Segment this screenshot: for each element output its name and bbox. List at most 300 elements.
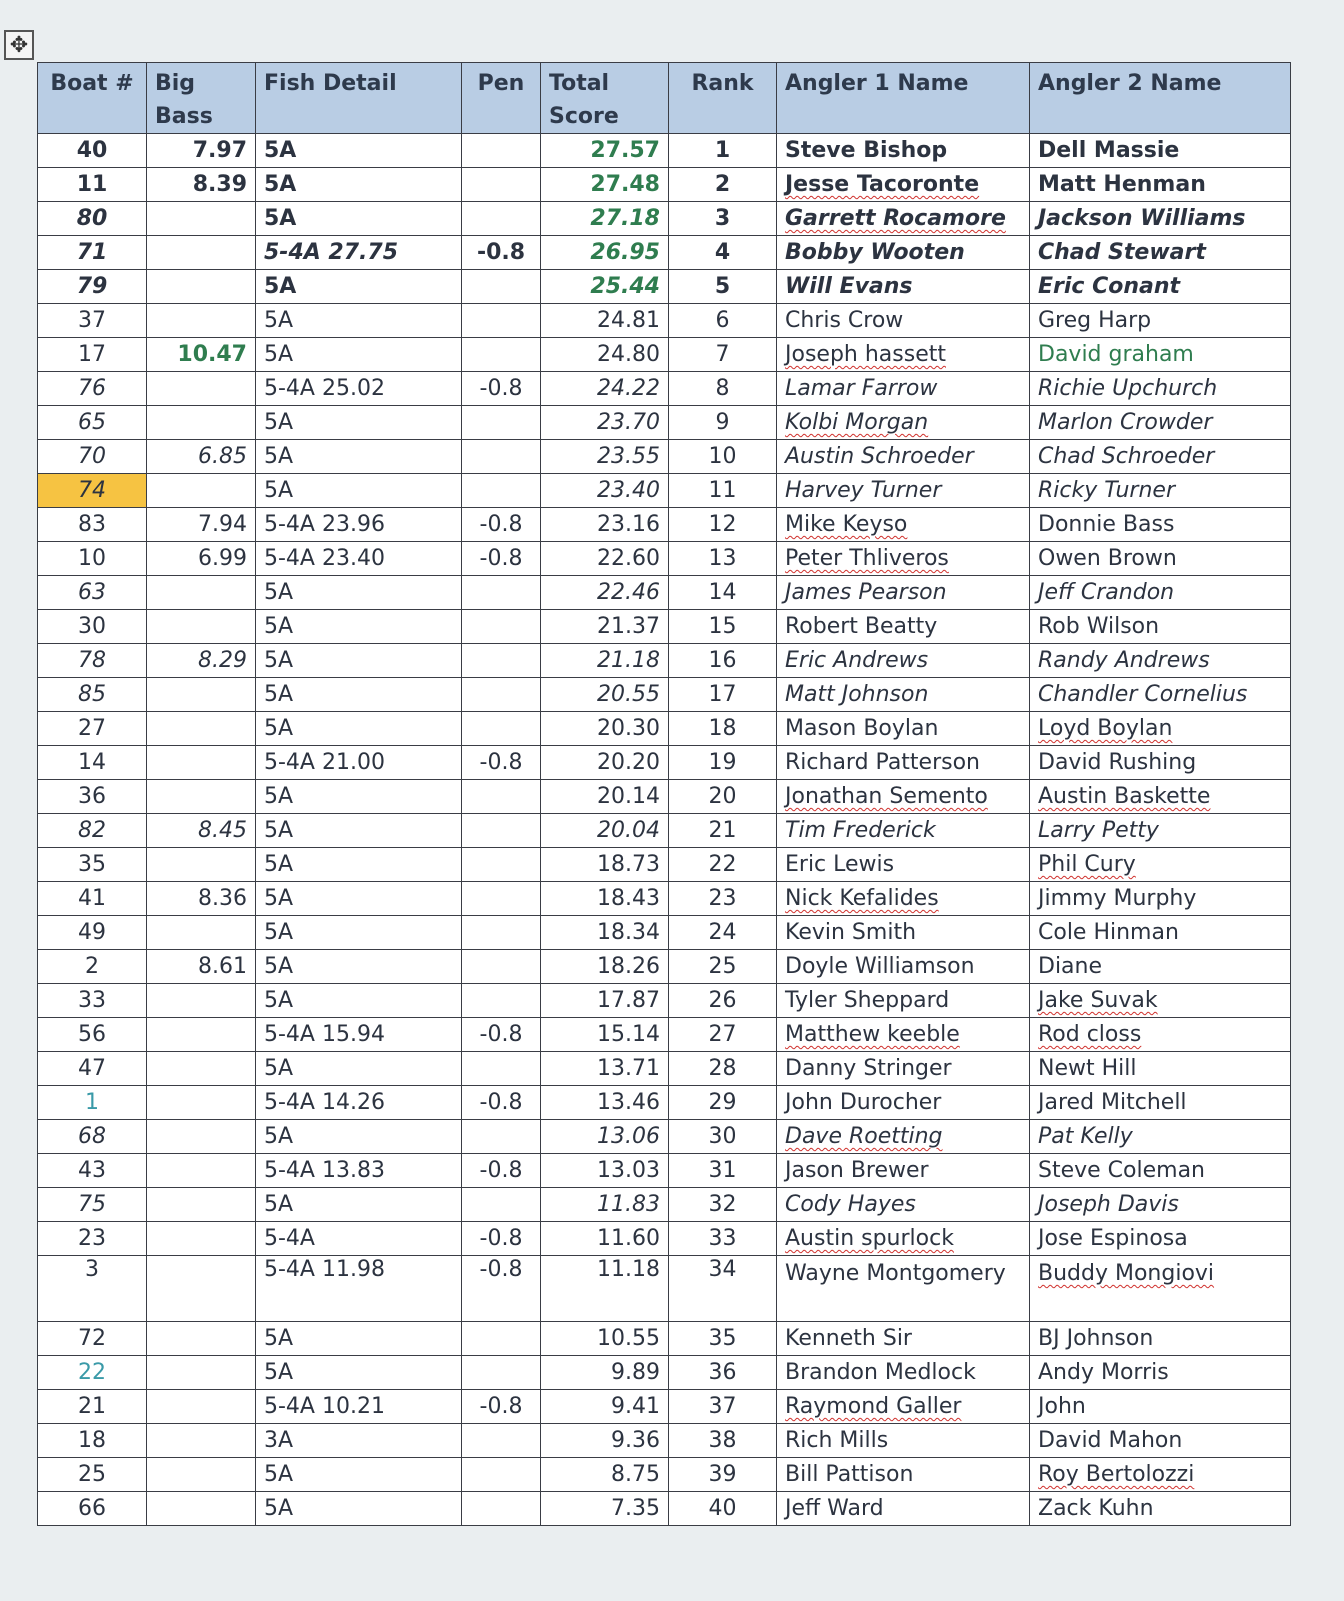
big-bass-cell[interactable] xyxy=(147,848,256,882)
angler-1-cell[interactable] xyxy=(777,1356,1030,1390)
angler-2-cell[interactable] xyxy=(1030,1424,1291,1458)
big-bass-cell[interactable] xyxy=(147,950,256,984)
angler-1-cell[interactable] xyxy=(777,1458,1030,1492)
angler-1-cell[interactable] xyxy=(777,712,1030,746)
rank-cell[interactable] xyxy=(669,916,777,950)
total-score-cell[interactable] xyxy=(541,746,669,780)
rank-cell[interactable] xyxy=(669,712,777,746)
angler-1-cell[interactable] xyxy=(777,1222,1030,1256)
big-bass-cell[interactable] xyxy=(147,644,256,678)
fish-detail-cell[interactable] xyxy=(256,950,462,984)
big-bass-cell[interactable] xyxy=(147,338,256,372)
fish-detail-cell[interactable] xyxy=(256,1322,462,1356)
fish-detail-cell[interactable] xyxy=(256,202,462,236)
big-bass-cell[interactable] xyxy=(147,270,256,304)
big-bass-cell[interactable] xyxy=(147,406,256,440)
angler-1-cell[interactable] xyxy=(777,338,1030,372)
angler-2-cell[interactable] xyxy=(1030,1018,1291,1052)
big-bass-cell[interactable] xyxy=(147,882,256,916)
boat-cell[interactable] xyxy=(38,1256,147,1322)
rank-cell[interactable] xyxy=(669,576,777,610)
rank-cell[interactable] xyxy=(669,202,777,236)
fish-detail-cell[interactable] xyxy=(256,1390,462,1424)
pen-cell[interactable] xyxy=(462,984,541,1018)
rank-cell[interactable] xyxy=(669,1492,777,1526)
angler-2-cell[interactable] xyxy=(1030,1390,1291,1424)
total-score-cell[interactable] xyxy=(541,1222,669,1256)
big-bass-cell[interactable] xyxy=(147,474,256,508)
big-bass-cell[interactable] xyxy=(147,712,256,746)
fish-detail-cell[interactable] xyxy=(256,610,462,644)
total-score-cell[interactable] xyxy=(541,270,669,304)
header-big-bass[interactable]: Big Bass xyxy=(147,63,256,134)
angler-1-cell[interactable] xyxy=(777,202,1030,236)
pen-cell[interactable] xyxy=(462,848,541,882)
rank-cell[interactable] xyxy=(669,406,777,440)
angler-1-cell[interactable] xyxy=(777,746,1030,780)
total-score-cell[interactable] xyxy=(541,780,669,814)
fish-detail-cell[interactable] xyxy=(256,168,462,202)
pen-cell[interactable] xyxy=(462,1322,541,1356)
pen-cell[interactable] xyxy=(462,1458,541,1492)
big-bass-cell[interactable] xyxy=(147,1018,256,1052)
big-bass-cell[interactable] xyxy=(147,1086,256,1120)
angler-2-cell[interactable] xyxy=(1030,814,1291,848)
angler-2-cell[interactable] xyxy=(1030,1188,1291,1222)
header-rank[interactable]: Rank xyxy=(669,63,777,134)
angler-2-cell[interactable] xyxy=(1030,1086,1291,1120)
fish-detail-cell[interactable] xyxy=(256,712,462,746)
angler-2-cell[interactable] xyxy=(1030,950,1291,984)
big-bass-cell[interactable] xyxy=(147,1356,256,1390)
rank-cell[interactable] xyxy=(669,984,777,1018)
fish-detail-cell[interactable] xyxy=(256,270,462,304)
big-bass-cell[interactable] xyxy=(147,1390,256,1424)
total-score-cell[interactable] xyxy=(541,1492,669,1526)
rank-cell[interactable] xyxy=(669,1356,777,1390)
table-move-handle-icon[interactable]: ✥ xyxy=(4,30,34,60)
big-bass-cell[interactable] xyxy=(147,678,256,712)
boat-cell[interactable] xyxy=(38,882,147,916)
angler-1-cell[interactable] xyxy=(777,950,1030,984)
pen-cell[interactable] xyxy=(462,168,541,202)
boat-cell[interactable] xyxy=(38,1052,147,1086)
pen-cell[interactable] xyxy=(462,882,541,916)
rank-cell[interactable] xyxy=(669,1390,777,1424)
pen-cell[interactable] xyxy=(462,134,541,168)
big-bass-cell[interactable] xyxy=(147,1120,256,1154)
angler-2-cell[interactable] xyxy=(1030,1256,1291,1322)
angler-1-cell[interactable] xyxy=(777,780,1030,814)
total-score-cell[interactable] xyxy=(541,1120,669,1154)
fish-detail-cell[interactable] xyxy=(256,1424,462,1458)
fish-detail-cell[interactable] xyxy=(256,134,462,168)
pen-cell[interactable] xyxy=(462,746,541,780)
angler-1-cell[interactable] xyxy=(777,1256,1030,1322)
big-bass-cell[interactable] xyxy=(147,1322,256,1356)
pen-cell[interactable] xyxy=(462,1256,541,1322)
total-score-cell[interactable] xyxy=(541,610,669,644)
angler-2-cell[interactable] xyxy=(1030,610,1291,644)
total-score-cell[interactable] xyxy=(541,916,669,950)
fish-detail-cell[interactable] xyxy=(256,406,462,440)
pen-cell[interactable] xyxy=(462,780,541,814)
fish-detail-cell[interactable] xyxy=(256,746,462,780)
pen-cell[interactable] xyxy=(462,474,541,508)
big-bass-cell[interactable] xyxy=(147,1492,256,1526)
big-bass-cell[interactable] xyxy=(147,236,256,270)
fish-detail-cell[interactable] xyxy=(256,1256,462,1322)
rank-cell[interactable] xyxy=(669,1256,777,1322)
fish-detail-cell[interactable] xyxy=(256,304,462,338)
total-score-cell[interactable] xyxy=(541,508,669,542)
boat-cell[interactable] xyxy=(38,1458,147,1492)
header-angler-2[interactable]: Angler 2 Name xyxy=(1030,63,1291,134)
total-score-cell[interactable] xyxy=(541,712,669,746)
total-score-cell[interactable] xyxy=(541,542,669,576)
rank-cell[interactable] xyxy=(669,1120,777,1154)
angler-1-cell[interactable] xyxy=(777,1018,1030,1052)
total-score-cell[interactable] xyxy=(541,1086,669,1120)
rank-cell[interactable] xyxy=(669,848,777,882)
fish-detail-cell[interactable] xyxy=(256,1492,462,1526)
rank-cell[interactable] xyxy=(669,1052,777,1086)
pen-cell[interactable] xyxy=(462,1222,541,1256)
fish-detail-cell[interactable] xyxy=(256,848,462,882)
fish-detail-cell[interactable] xyxy=(256,1018,462,1052)
pen-cell[interactable] xyxy=(462,1052,541,1086)
rank-cell[interactable] xyxy=(669,610,777,644)
big-bass-cell[interactable] xyxy=(147,814,256,848)
pen-cell[interactable] xyxy=(462,508,541,542)
big-bass-cell[interactable] xyxy=(147,746,256,780)
rank-cell[interactable] xyxy=(669,1154,777,1188)
angler-1-cell[interactable] xyxy=(777,916,1030,950)
boat-cell[interactable] xyxy=(38,916,147,950)
boat-cell[interactable] xyxy=(38,236,147,270)
boat-cell[interactable] xyxy=(38,984,147,1018)
pen-cell[interactable] xyxy=(462,712,541,746)
angler-2-cell[interactable] xyxy=(1030,644,1291,678)
big-bass-cell[interactable] xyxy=(147,168,256,202)
fish-detail-cell[interactable] xyxy=(256,474,462,508)
pen-cell[interactable] xyxy=(462,576,541,610)
angler-1-cell[interactable] xyxy=(777,1322,1030,1356)
rank-cell[interactable] xyxy=(669,542,777,576)
boat-cell[interactable] xyxy=(38,644,147,678)
header-total-score[interactable]: Total Score xyxy=(541,63,669,134)
pen-cell[interactable] xyxy=(462,440,541,474)
rank-cell[interactable] xyxy=(669,1424,777,1458)
rank-cell[interactable] xyxy=(669,168,777,202)
pen-cell[interactable] xyxy=(462,950,541,984)
rank-cell[interactable] xyxy=(669,814,777,848)
angler-1-cell[interactable] xyxy=(777,406,1030,440)
rank-cell[interactable] xyxy=(669,644,777,678)
fish-detail-cell[interactable] xyxy=(256,338,462,372)
pen-cell[interactable] xyxy=(462,202,541,236)
rank-cell[interactable] xyxy=(669,950,777,984)
boat-cell[interactable] xyxy=(38,814,147,848)
pen-cell[interactable] xyxy=(462,916,541,950)
rank-cell[interactable] xyxy=(669,304,777,338)
pen-cell[interactable] xyxy=(462,644,541,678)
angler-1-cell[interactable] xyxy=(777,1492,1030,1526)
boat-cell[interactable] xyxy=(38,474,147,508)
angler-2-cell[interactable] xyxy=(1030,1458,1291,1492)
big-bass-cell[interactable] xyxy=(147,134,256,168)
boat-cell[interactable] xyxy=(38,1492,147,1526)
pen-cell[interactable] xyxy=(462,270,541,304)
total-score-cell[interactable] xyxy=(541,202,669,236)
angler-2-cell[interactable] xyxy=(1030,202,1291,236)
boat-cell[interactable] xyxy=(38,338,147,372)
total-score-cell[interactable] xyxy=(541,848,669,882)
boat-cell[interactable] xyxy=(38,610,147,644)
fish-detail-cell[interactable] xyxy=(256,1052,462,1086)
boat-cell[interactable] xyxy=(38,134,147,168)
total-score-cell[interactable] xyxy=(541,984,669,1018)
big-bass-cell[interactable] xyxy=(147,202,256,236)
big-bass-cell[interactable] xyxy=(147,1154,256,1188)
angler-2-cell[interactable] xyxy=(1030,304,1291,338)
boat-cell[interactable] xyxy=(38,542,147,576)
boat-cell[interactable] xyxy=(38,712,147,746)
angler-1-cell[interactable] xyxy=(777,1154,1030,1188)
fish-detail-cell[interactable] xyxy=(256,1356,462,1390)
rank-cell[interactable] xyxy=(669,270,777,304)
fish-detail-cell[interactable] xyxy=(256,780,462,814)
total-score-cell[interactable] xyxy=(541,338,669,372)
angler-1-cell[interactable] xyxy=(777,508,1030,542)
total-score-cell[interactable] xyxy=(541,134,669,168)
boat-cell[interactable] xyxy=(38,202,147,236)
boat-cell[interactable] xyxy=(38,1154,147,1188)
angler-1-cell[interactable] xyxy=(777,236,1030,270)
pen-cell[interactable] xyxy=(462,1086,541,1120)
rank-cell[interactable] xyxy=(669,678,777,712)
angler-2-cell[interactable] xyxy=(1030,440,1291,474)
angler-2-cell[interactable] xyxy=(1030,1222,1291,1256)
fish-detail-cell[interactable] xyxy=(256,814,462,848)
angler-2-cell[interactable] xyxy=(1030,780,1291,814)
rank-cell[interactable] xyxy=(669,746,777,780)
header-boat[interactable]: Boat # xyxy=(38,63,147,134)
big-bass-cell[interactable] xyxy=(147,576,256,610)
rank-cell[interactable] xyxy=(669,1222,777,1256)
boat-cell[interactable] xyxy=(38,1120,147,1154)
rank-cell[interactable] xyxy=(669,1188,777,1222)
angler-2-cell[interactable] xyxy=(1030,1154,1291,1188)
angler-2-cell[interactable] xyxy=(1030,916,1291,950)
angler-1-cell[interactable] xyxy=(777,1390,1030,1424)
rank-cell[interactable] xyxy=(669,474,777,508)
boat-cell[interactable] xyxy=(38,1390,147,1424)
total-score-cell[interactable] xyxy=(541,406,669,440)
total-score-cell[interactable] xyxy=(541,474,669,508)
total-score-cell[interactable] xyxy=(541,1322,669,1356)
boat-cell[interactable] xyxy=(38,950,147,984)
total-score-cell[interactable] xyxy=(541,644,669,678)
angler-2-cell[interactable] xyxy=(1030,270,1291,304)
boat-cell[interactable] xyxy=(38,848,147,882)
rank-cell[interactable] xyxy=(669,1458,777,1492)
pen-cell[interactable] xyxy=(462,1356,541,1390)
boat-cell[interactable] xyxy=(38,440,147,474)
pen-cell[interactable] xyxy=(462,236,541,270)
pen-cell[interactable] xyxy=(462,814,541,848)
big-bass-cell[interactable] xyxy=(147,1222,256,1256)
pen-cell[interactable] xyxy=(462,372,541,406)
total-score-cell[interactable] xyxy=(541,678,669,712)
big-bass-cell[interactable] xyxy=(147,1256,256,1322)
pen-cell[interactable] xyxy=(462,542,541,576)
angler-1-cell[interactable] xyxy=(777,576,1030,610)
boat-cell[interactable] xyxy=(38,746,147,780)
angler-2-cell[interactable] xyxy=(1030,712,1291,746)
big-bass-cell[interactable] xyxy=(147,916,256,950)
angler-2-cell[interactable] xyxy=(1030,338,1291,372)
big-bass-cell[interactable] xyxy=(147,440,256,474)
pen-cell[interactable] xyxy=(462,304,541,338)
total-score-cell[interactable] xyxy=(541,1356,669,1390)
angler-1-cell[interactable] xyxy=(777,1120,1030,1154)
angler-2-cell[interactable] xyxy=(1030,576,1291,610)
big-bass-cell[interactable] xyxy=(147,372,256,406)
big-bass-cell[interactable] xyxy=(147,304,256,338)
header-angler-1[interactable]: Angler 1 Name xyxy=(777,63,1030,134)
fish-detail-cell[interactable] xyxy=(256,542,462,576)
pen-cell[interactable] xyxy=(462,338,541,372)
angler-2-cell[interactable] xyxy=(1030,984,1291,1018)
pen-cell[interactable] xyxy=(462,610,541,644)
total-score-cell[interactable] xyxy=(541,1390,669,1424)
rank-cell[interactable] xyxy=(669,236,777,270)
angler-2-cell[interactable] xyxy=(1030,848,1291,882)
total-score-cell[interactable] xyxy=(541,1052,669,1086)
rank-cell[interactable] xyxy=(669,1086,777,1120)
total-score-cell[interactable] xyxy=(541,1018,669,1052)
total-score-cell[interactable] xyxy=(541,950,669,984)
total-score-cell[interactable] xyxy=(541,236,669,270)
pen-cell[interactable] xyxy=(462,1018,541,1052)
boat-cell[interactable] xyxy=(38,678,147,712)
angler-1-cell[interactable] xyxy=(777,542,1030,576)
header-pen[interactable]: Pen xyxy=(462,63,541,134)
total-score-cell[interactable] xyxy=(541,1458,669,1492)
angler-2-cell[interactable] xyxy=(1030,236,1291,270)
fish-detail-cell[interactable] xyxy=(256,1154,462,1188)
rank-cell[interactable] xyxy=(669,440,777,474)
fish-detail-cell[interactable] xyxy=(256,440,462,474)
angler-1-cell[interactable] xyxy=(777,984,1030,1018)
total-score-cell[interactable] xyxy=(541,440,669,474)
boat-cell[interactable] xyxy=(38,168,147,202)
big-bass-cell[interactable] xyxy=(147,610,256,644)
fish-detail-cell[interactable] xyxy=(256,1120,462,1154)
angler-1-cell[interactable] xyxy=(777,372,1030,406)
angler-2-cell[interactable] xyxy=(1030,508,1291,542)
pen-cell[interactable] xyxy=(462,1154,541,1188)
angler-2-cell[interactable] xyxy=(1030,1492,1291,1526)
rank-cell[interactable] xyxy=(669,1322,777,1356)
pen-cell[interactable] xyxy=(462,406,541,440)
fish-detail-cell[interactable] xyxy=(256,1188,462,1222)
big-bass-cell[interactable] xyxy=(147,984,256,1018)
header-fish-detail[interactable]: Fish Detail xyxy=(256,63,462,134)
total-score-cell[interactable] xyxy=(541,1154,669,1188)
pen-cell[interactable] xyxy=(462,1424,541,1458)
angler-2-cell[interactable] xyxy=(1030,678,1291,712)
angler-2-cell[interactable] xyxy=(1030,1322,1291,1356)
pen-cell[interactable] xyxy=(462,1390,541,1424)
boat-cell[interactable] xyxy=(38,1086,147,1120)
angler-1-cell[interactable] xyxy=(777,644,1030,678)
boat-cell[interactable] xyxy=(38,304,147,338)
big-bass-cell[interactable] xyxy=(147,1424,256,1458)
angler-1-cell[interactable] xyxy=(777,474,1030,508)
angler-2-cell[interactable] xyxy=(1030,1120,1291,1154)
boat-cell[interactable] xyxy=(38,406,147,440)
rank-cell[interactable] xyxy=(669,338,777,372)
total-score-cell[interactable] xyxy=(541,882,669,916)
pen-cell[interactable] xyxy=(462,1492,541,1526)
angler-1-cell[interactable] xyxy=(777,304,1030,338)
total-score-cell[interactable] xyxy=(541,814,669,848)
boat-cell[interactable] xyxy=(38,372,147,406)
boat-cell[interactable] xyxy=(38,508,147,542)
angler-1-cell[interactable] xyxy=(777,168,1030,202)
boat-cell[interactable] xyxy=(38,1188,147,1222)
big-bass-cell[interactable] xyxy=(147,1052,256,1086)
pen-cell[interactable] xyxy=(462,1188,541,1222)
angler-1-cell[interactable] xyxy=(777,848,1030,882)
fish-detail-cell[interactable] xyxy=(256,644,462,678)
fish-detail-cell[interactable] xyxy=(256,576,462,610)
angler-2-cell[interactable] xyxy=(1030,542,1291,576)
angler-1-cell[interactable] xyxy=(777,1424,1030,1458)
boat-cell[interactable] xyxy=(38,270,147,304)
big-bass-cell[interactable] xyxy=(147,780,256,814)
angler-1-cell[interactable] xyxy=(777,610,1030,644)
angler-1-cell[interactable] xyxy=(777,1086,1030,1120)
big-bass-cell[interactable] xyxy=(147,508,256,542)
angler-1-cell[interactable] xyxy=(777,814,1030,848)
boat-cell[interactable] xyxy=(38,1222,147,1256)
angler-2-cell[interactable] xyxy=(1030,474,1291,508)
angler-1-cell[interactable] xyxy=(777,270,1030,304)
angler-2-cell[interactable] xyxy=(1030,134,1291,168)
angler-2-cell[interactable] xyxy=(1030,746,1291,780)
fish-detail-cell[interactable] xyxy=(256,372,462,406)
angler-1-cell[interactable] xyxy=(777,1052,1030,1086)
total-score-cell[interactable] xyxy=(541,372,669,406)
big-bass-cell[interactable] xyxy=(147,1188,256,1222)
fish-detail-cell[interactable] xyxy=(256,1222,462,1256)
fish-detail-cell[interactable] xyxy=(256,1086,462,1120)
rank-cell[interactable] xyxy=(669,508,777,542)
boat-cell[interactable] xyxy=(38,1018,147,1052)
fish-detail-cell[interactable] xyxy=(256,236,462,270)
total-score-cell[interactable] xyxy=(541,1424,669,1458)
total-score-cell[interactable] xyxy=(541,1188,669,1222)
rank-cell[interactable] xyxy=(669,372,777,406)
angler-1-cell[interactable] xyxy=(777,440,1030,474)
total-score-cell[interactable] xyxy=(541,576,669,610)
boat-cell[interactable] xyxy=(38,1424,147,1458)
angler-2-cell[interactable] xyxy=(1030,1052,1291,1086)
rank-cell[interactable] xyxy=(669,780,777,814)
